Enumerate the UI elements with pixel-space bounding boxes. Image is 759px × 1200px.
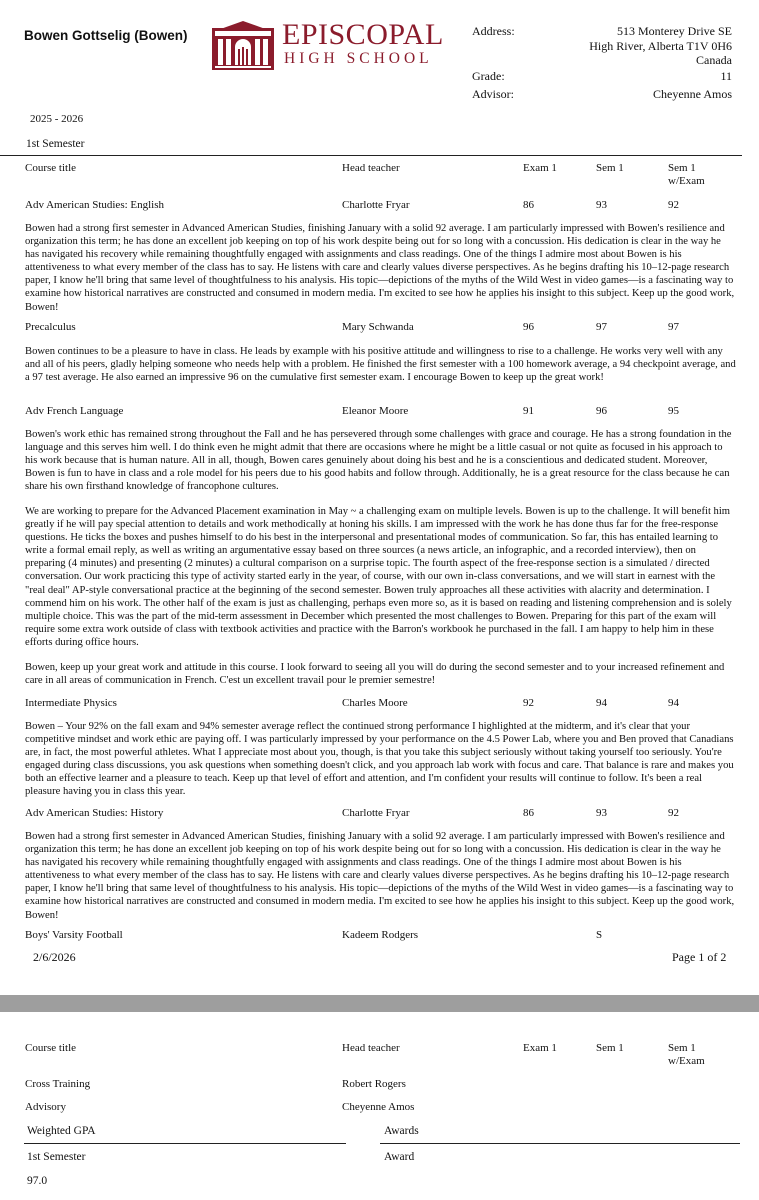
col-header-exam: Exam 1 xyxy=(523,162,557,174)
awards-heading: Awards xyxy=(384,1125,419,1137)
logo-wordmark-line1: EPISCOPAL xyxy=(282,18,444,51)
course-sem-grade: 93 xyxy=(596,807,607,819)
course-semexam-grade: 97 xyxy=(668,321,679,333)
course-exam-grade: 86 xyxy=(523,807,534,819)
course-title: Adv French Language xyxy=(25,405,124,417)
course-semexam-grade: 94 xyxy=(668,697,679,709)
course-title: Boys' Varsity Football xyxy=(25,929,123,941)
gpa-term: 1st Semester xyxy=(27,1151,86,1163)
col-header-course: Course title xyxy=(25,1042,77,1054)
report-date: 2/6/2026 xyxy=(33,950,76,964)
course-teacher: Charles Moore xyxy=(342,697,408,709)
col-header-sem: Sem 1 xyxy=(596,1042,624,1054)
course-semexam-grade: 92 xyxy=(668,199,679,211)
course-title: Advisory xyxy=(25,1101,66,1113)
address-line-3: Canada xyxy=(696,53,732,67)
student-name: Bowen Gottselig (Bowen) xyxy=(24,28,188,43)
course-title: Intermediate Physics xyxy=(25,697,117,709)
course-comment: Bowen continues to be a pleasure to have in class. He leads by example with his positive attitude and willingness to rise to a challenge. He works very well with any and all of his peers, gladly helping someone who needs help with a problem. He finished the first semester with a 100 homework average, a 94 checkpoint average, and a 97 test average. He also earned an impressive 96 on the cumulative first semester exam. I encourage Bowen to keep up the great work! xyxy=(25,346,736,384)
course-title: Adv American Studies: English xyxy=(25,199,165,211)
col-header-semexam-line1: Sem 1 xyxy=(668,162,696,174)
course-comment-paragraph-1: Bowen's work ethic has remained strong throughout the Fall and he has persevered through some challenges with grace and courage. He has a strong foundation in the language and this serves him well. I do think even he might admit that there are occasions where he might be a little casual or not quite as focused in his approach to his work because that is human nature. All in all, though, Bowen cares genuinely about doing his best and he is a conscientious and dedicated student. Moreover, Bowen is fun to have in class and a role model for his peers due to his good habits and follow through. Additionally, he is a great resource for the class because he can share his own firsthand knowledge of francophone cultures. xyxy=(25,429,732,493)
col-header-course: Course title xyxy=(25,162,77,174)
course-teacher: Eleanor Moore xyxy=(342,405,409,417)
col-header-semexam-line2: w/Exam xyxy=(668,1055,705,1067)
course-title: Cross Training xyxy=(25,1078,91,1090)
course-teacher: Robert Rogers xyxy=(342,1078,406,1090)
course-comment-paragraph-2: We are working to prepare for the Advanced Placement examination in May ~ a challenging exam on multiple levels. Bowen is up to the challenge. It will benefit him greatly if he will pay special attention to details and work methodically at honing his skills. I am impressed with the work he has done thus far for the free-response questions. He ticks the boxes and pushes himself to do his best in the interpersonal and presentational modes of communication. So far, this has entailed learning to write a formal email reply, as well as writing an argumentative essay based on three sources (a news article, an infographic, and a recorded interview), then on preparing (4 minutes) and presenting (2 minutes) a cultural comparison on a surprise topic. The fourth aspect of the free-response section is a simulated / directed conversation. Our work practicing this type of activity started early in the year, of course, with our own in-class conversations, and we will start in earnest with the "real deal" AP-style conversational practice at the beginning of the second semester. Bowen truly approaches all these activities with alacrity and determination. I commend him on his work. The other half of the exam is just as challenging, perhaps even more so, as it is based on reading and listening comprehension and is solely multiple choice. This was the part of the mid-term assessment in December which presented the most challenges to Bowen. Preparing for this part of the exam will require some extra work outside of class with textbook activities and practice with the Barron's workbook he purchased in the fall. I am happy to help him in these efforts during office hours. xyxy=(25,506,732,648)
course-exam-grade: 91 xyxy=(523,405,534,417)
course-title: Adv American Studies: History xyxy=(25,807,164,819)
course-sem-grade: 94 xyxy=(596,697,607,709)
course-sem-grade: 93 xyxy=(596,199,607,211)
course-semexam-grade: 95 xyxy=(668,405,679,417)
grade-label: Grade: xyxy=(472,69,505,83)
page-separator xyxy=(0,995,759,1012)
course-teacher: Kadeem Rodgers xyxy=(342,929,419,941)
advisor-value: Cheyenne Amos xyxy=(653,87,732,101)
advisor-label: Advisor: xyxy=(472,87,514,101)
course-teacher: Cheyenne Amos xyxy=(342,1101,415,1113)
course-semexam-grade: 92 xyxy=(668,807,679,819)
page-number: Page 1 of 2 xyxy=(672,950,727,964)
course-exam-grade: 86 xyxy=(523,199,534,211)
col-header-semexam xyxy=(668,162,705,188)
col-header-semexam-line1: Sem 1 xyxy=(668,1042,696,1054)
course-teacher: Mary Schwanda xyxy=(342,321,414,333)
header-divider xyxy=(0,155,742,156)
address-label: Address: xyxy=(472,24,515,38)
course-comment: Bowen had a strong first semester in Advanced American Studies, finishing January with a solid 92 average. I am particularly impressed with Bowen's resilience and organization this term; he has done an excellent job keeping on top of his work despite being out for so long with a concussion. His dedication is clear in the way he has navigated his recovery while remaining thoughtfully engaged with assignments and class readings. One of the things I admire most about Bowen is his attentiveness to what every member of the class has to say. He listens with care and clearly values diverse perspectives. As he begins drafting his 10–12-page research paper, I know he'll bring that same level of thoughtfulness to his analysis. His topic—depictions of the myths of the Wild West in video games—is a fascinating way to examine how historical narratives are constructed and consumed in modern media. I'm excited to see how he applies his insight to this subject. Keep up the good work, Bowen! xyxy=(25,223,735,313)
weighted-gpa-heading: Weighted GPA xyxy=(27,1125,96,1137)
gpa-divider xyxy=(24,1143,346,1144)
course-sem-grade: 96 xyxy=(596,405,607,417)
award-label: Award xyxy=(384,1151,415,1163)
awards-divider xyxy=(380,1143,740,1144)
col-header-teacher: Head teacher xyxy=(342,1042,400,1054)
course-sem-grade: S xyxy=(596,929,603,941)
course-sem-grade: 97 xyxy=(596,321,607,333)
gpa-value: 97.0 xyxy=(27,1175,48,1187)
course-comment-paragraph-3: Bowen, keep up your great work and attitude in this course. I look forward to seeing all you will do during the second semester and to your increased refinement and care in all areas of communication in French. C'est un excellent travail pour le premier semestre! xyxy=(25,662,725,687)
semester-title: 1st Semester xyxy=(26,138,85,150)
col-header-semexam-line2: w/Exam xyxy=(668,175,705,187)
course-title: Precalculus xyxy=(25,321,76,333)
col-header-sem: Sem 1 xyxy=(596,162,624,174)
col-header-semexam xyxy=(668,1042,705,1068)
address-line-1: 513 Monterey Drive SE xyxy=(617,24,732,38)
school-logo xyxy=(212,20,456,70)
course-exam-grade: 96 xyxy=(523,321,534,333)
address-line-2: High River, Alberta T1V 0H6 xyxy=(589,39,732,53)
logo-wordmark-line2: HIGH SCHOOL xyxy=(284,50,433,67)
school-building-icon xyxy=(212,20,274,70)
course-comment: Bowen – Your 92% on the fall exam and 94% semester average reflect the continued strong performance I highlighted at the midterm, and it's clear that your competitive mindset and work ethic are paying off. I was particularly impressed by your performance on the 4.5 Power Lab, where you and Ben proved that Canadians are, in fact, the most powerful athletes. What I appreciate most about you, though, is that you take this subject seriously without taking yourself too seriously. You're engaged during class discussions, you ask questions when something doesn't click, and you approach lab work with focus and care. That balance is rare and makes you both an effective learner and a pleasure to teach. Keep up that level of effort and attention, and I'm confident your results will continue to follow. It's been a real pleasure having you in class this year. xyxy=(25,721,734,798)
col-header-teacher: Head teacher xyxy=(342,162,400,174)
course-comment: Bowen had a strong first semester in Advanced American Studies, finishing January with a solid 92 average. I am particularly impressed with Bowen's resilience and organization this term; he has done an excellent job keeping on top of his work despite being out for so long with a concussion. His dedication is clear in the way he has navigated his recovery while remaining thoughtfully engaged with assignments and class readings. One of the things I admire most about Bowen is his attentiveness to what every member of the class has to say. He listens with care and clearly values diverse perspectives. As he begins drafting his 10–12-page research paper, I know he'll bring that same level of thoughtfulness to his analysis. His topic—depictions of the myths of the Wild West in video games—is a fascinating way to examine how historical narratives are constructed and consumed in modern media. I'm excited to see how he applies his insight to this subject. Keep up the good work, Bowen! xyxy=(25,831,735,921)
course-teacher: Charlotte Fryar xyxy=(342,199,410,211)
course-teacher: Charlotte Fryar xyxy=(342,807,410,819)
course-exam-grade: 92 xyxy=(523,697,534,709)
school-year: 2025 - 2026 xyxy=(30,113,84,125)
col-header-exam: Exam 1 xyxy=(523,1042,557,1054)
grade-value: 11 xyxy=(720,69,732,83)
